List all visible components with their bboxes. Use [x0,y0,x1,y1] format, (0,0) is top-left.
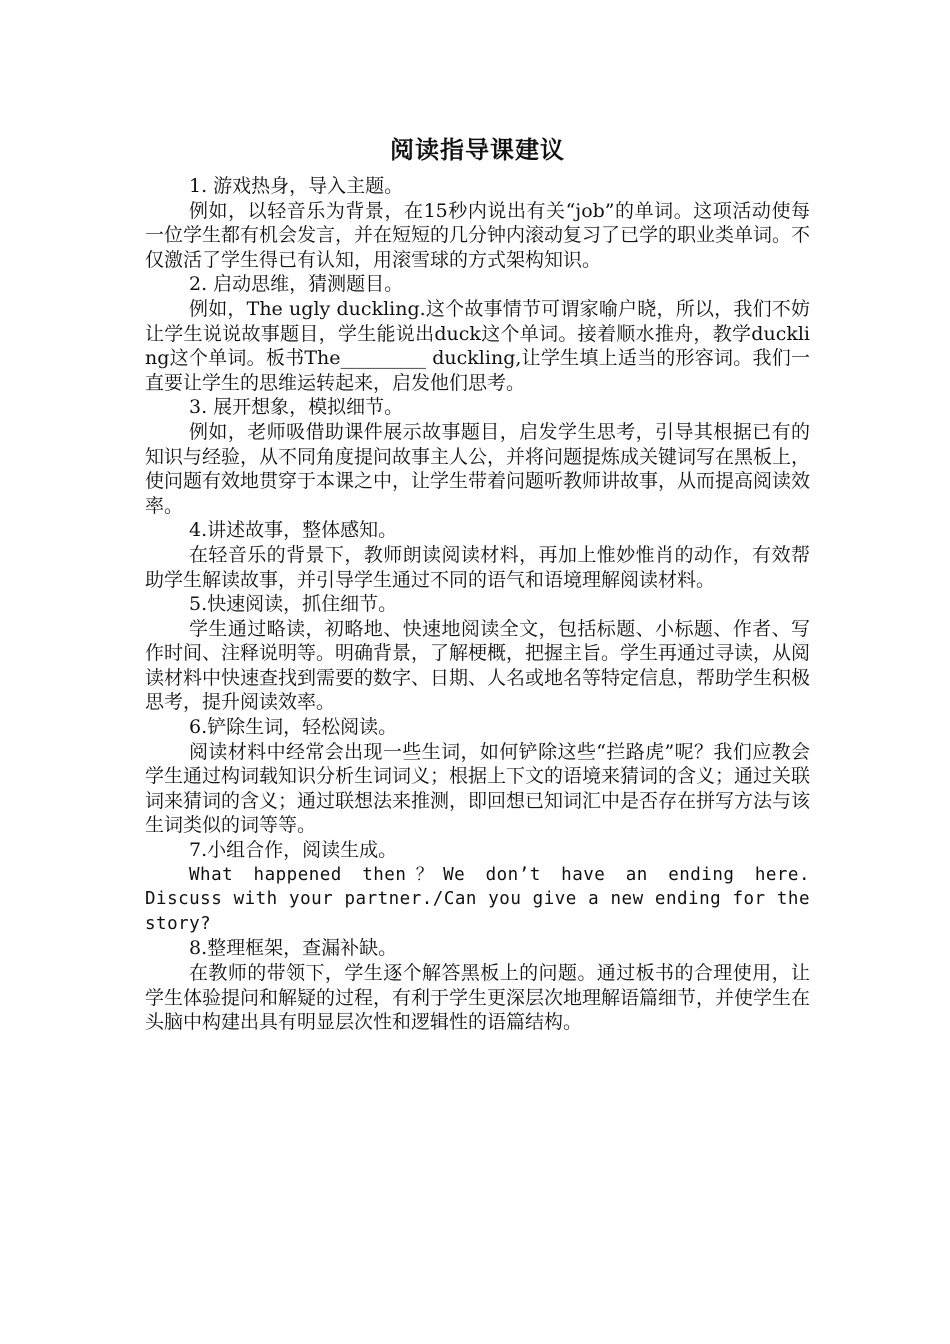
document-title: 阅读指导课建议 [390,136,565,164]
section-heading-5: 5.快速阅读，抓住细节。 [189,593,398,616]
document-body [145,132,810,1035]
section-heading-3: 3. 展开想象，模拟细节。 [189,396,404,419]
section-body-5: 学生通过略读，初略地、快速地阅读全文，包括标题、小标题、作者、写作时间、注释说明等。明确背景，了解梗概，把握主旨。学生再通过寻读，从阅读材料中快速查找到需要的数字、日期、人名或地名等特定信息，帮助学生积极思考，提升阅读效率。 [145,617,811,714]
section-heading-1: 1. 游戏热身，导入主题。 [189,175,404,197]
section-heading-7: 7.小组合作，阅读生成。 [189,839,398,862]
section-body-2: 例如，The ugly duckling.这个故事情节可谓家喻户晓，所以，我们不妨让学生说说故事题目，学生能说出duck这个单词。接着顺水推舟，教学duckling这个单词。板书The_________ duckling,让学生填上适当的形容词。我们一直要让学生的思维运转起来，启发他们思考。 [145,297,810,394]
section-body-3: 例如，老师吸借助课件展示故事题目，启发学生思考，引导其根据已有的知识与经验，从不同角度提问故事主人公，并将问题提炼成关键词写在黑板上，使问题有效地贯穿于本课之中，让学生带着问题听教师讲故事，从而提高阅读效率。 [145,420,811,517]
section-body-8: 在教师的带领下，学生逐个解答黑板上的问题。通过板书的合理使用，让学生体验提问和解疑的过程，有利于学生更深层次地理解语篇细节，并使学生在头脑中构建出具有明显层次性和逻辑性的语篇结构。 [145,962,811,1034]
section-body-7: What happened then？We don’t have an ending here. Discuss with your partner./Can you give a new ending for the story? [145,864,810,934]
section-body-4: 在轻音乐的背景下，教师朗读阅读材料，再加上惟妙惟肖的动作，有效帮助学生解读故事，并引导学生通过不同的语气和语境理解阅读材料。 [145,543,810,591]
section-body-1: 例如，以轻音乐为背景，在15秒内说出有关“job”的单词。这项活动使每一位学生都有机会发言，并在短短的几分钟内滚动复习了已学的职业类单词。不仅激活了学生得已有认知，用滚雪球的方式架构知识。 [145,199,811,271]
section-heading-4: 4.讲述故事，整体感知。 [189,519,398,542]
section-body-6: 阅读材料中经常会出现一些生词，如何铲除这些“拦路虎”呢？我们应教会学生通过构词载知识分析生词词义；根据上下文的语境来猜词的含义；通过关联词来猜词的含义；通过联想法来推测，即回想已知词汇中是否存在拼写方法与该生词类似的词等等。 [145,740,811,837]
section-heading-8: 8.整理框架，查漏补缺。 [189,937,398,960]
section-heading-6: 6.铲除生词，轻松阅读。 [189,716,398,739]
section-heading-2: 2. 启动思维，猜测题目。 [189,273,404,296]
